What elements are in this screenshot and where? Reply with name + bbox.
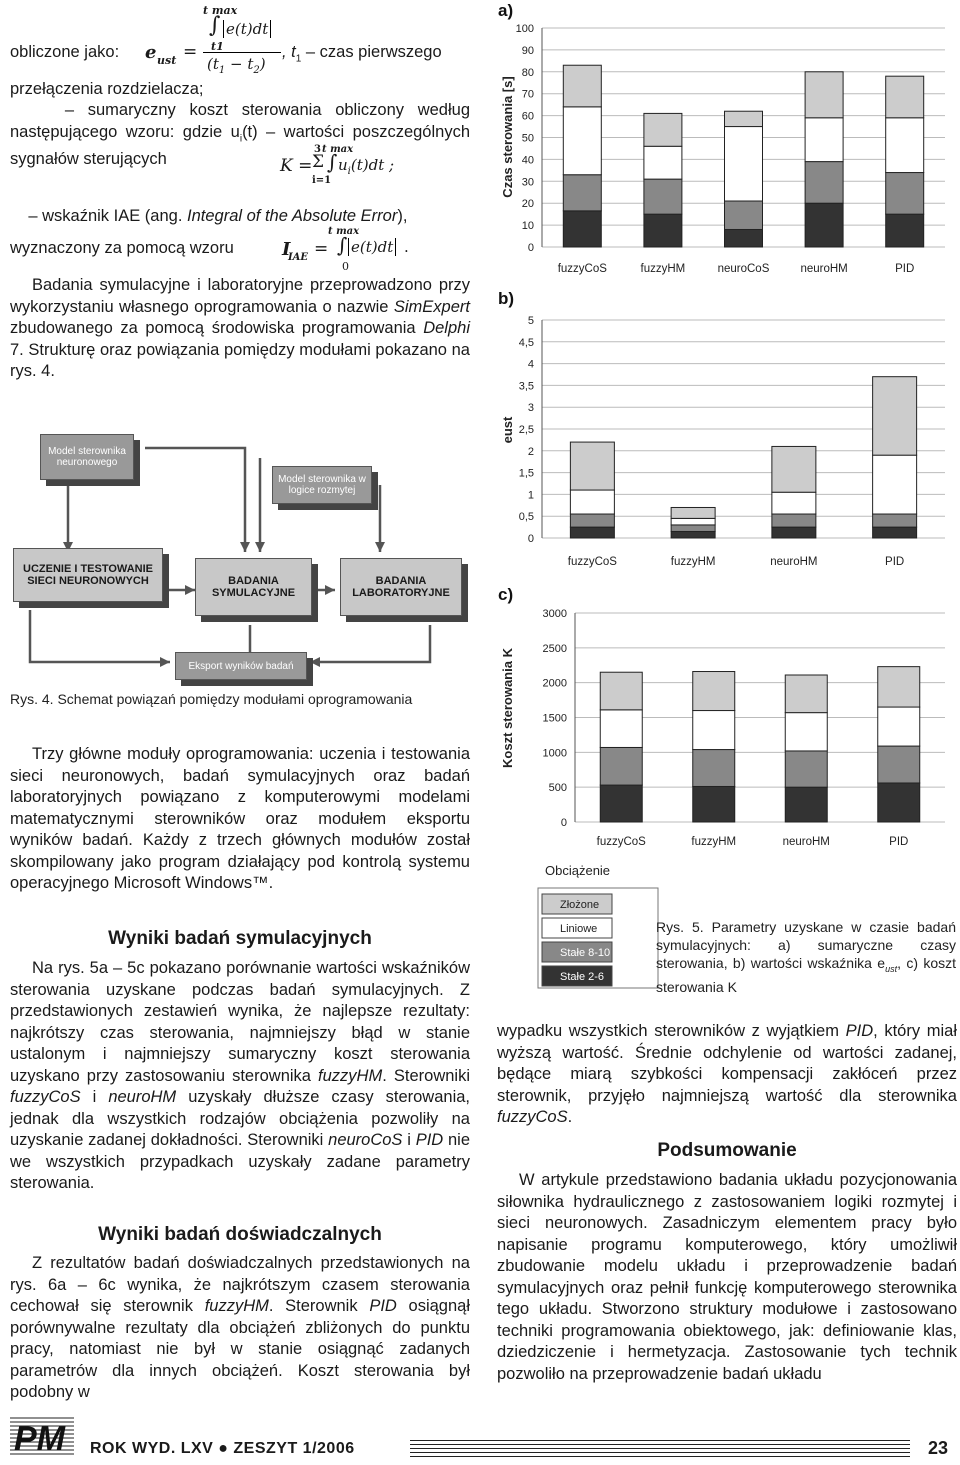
chart-b-bar-segment — [570, 490, 614, 514]
chart-c-bar-segment — [878, 746, 920, 783]
sigma-sign: Σ — [312, 152, 325, 172]
chart-b-bar-segment — [671, 525, 715, 532]
chart-a-bar-segment — [563, 65, 601, 107]
formula-intro: obliczone jako: — [10, 43, 120, 61]
chart-c-bar-segment — [878, 783, 920, 822]
chart-c-y-tick-label: 2000 — [542, 677, 567, 690]
chart-c-bar-segment — [785, 787, 827, 822]
chart-a-y-tick-label: 70 — [521, 88, 534, 101]
paragraph-simexpert: Badania symulacyjne i laboratoryjne przeprowadzono przy wykorzystaniu własnego oprogramowania o nazwie SimExpert zbudowanego za pomocą środowiska programowania Delphi 7. Strukturę oraz powiązania pomiędzy modułami pokazano na rys. 4. — [10, 276, 470, 380]
chart-a-bar-segment — [805, 203, 843, 247]
footer-rules — [410, 1438, 910, 1458]
t1-definition: , $t_1$ – czas pierwszego — [282, 43, 442, 65]
chart-b-y-tick-label: 4,5 — [518, 336, 534, 349]
iae-integrand: e(t)dt — [348, 238, 396, 256]
svg-text:PM: PM — [14, 1420, 65, 1458]
chart-c-bar-segment — [693, 711, 735, 750]
eust-lhs-sub: ust — [157, 54, 177, 67]
k-integrand: $u_i(t)dt$ ; — [338, 156, 395, 177]
paragraph-koszt: wypadku wszystkich sterowników z wyjątkiem PID, który miał wyższą wartość. Średnie odchylenie od wartości zadanej, będące miarą szybkości kompensacji zakłóceń przez sterownik, przyjęło najmniejszą wartość dla sterownika fuzzyCoS. — [497, 1022, 957, 1126]
chart-b-category-label: fuzzyHM — [670, 556, 716, 568]
fraction-bar — [203, 52, 281, 53]
chart-c-y-tick-label: 2500 — [542, 642, 567, 655]
figure-5-charts — [490, 0, 960, 1010]
chart-b-bar-segment — [873, 455, 917, 514]
figure-5-caption: Rys. 5. Parametry uzyskane w czasie badań symulacyjnych: a) sumaryczne czasy sterowania, b) wartości wskaźnika $e_{ust}$, c) koszt sterowania K — [656, 919, 957, 995]
chart-c-bar-segment — [600, 710, 642, 748]
chart-b-category-label: neuroHM — [770, 556, 818, 568]
chart-b-y-tick-label: 1,5 — [518, 467, 534, 480]
k-sum-bottom: i=1 — [312, 175, 332, 186]
iae-lhs-sub: IAE — [288, 252, 309, 263]
integral-sign: ∫ — [209, 13, 221, 38]
chart-a-category-label: PID — [895, 263, 915, 275]
iae-lhs: I — [282, 239, 291, 260]
chart-c-bar-segment — [878, 667, 920, 707]
connector-laboratorium-eksport — [310, 625, 430, 662]
chart-b-y-tick-label: 5 — [527, 315, 534, 327]
connector-neuro-symulacja — [145, 448, 245, 552]
chart-b-y-axis-label: eust — [500, 416, 515, 444]
chart-a-y-tick-label: 60 — [521, 110, 534, 123]
chart-a-category-label: neuroHM — [800, 263, 848, 275]
eust-lhs: e — [145, 42, 157, 63]
chart-a-bar-segment — [563, 211, 601, 247]
chart-b-bar-segment — [772, 514, 816, 527]
paragraph-doswiadczalne: Z rezultatów badań doświadczalnych przedstawionych na rys. 6a – 6c wynika, że najkrótszym czasem sterowania cechował się sterownik fuzzyHM. Sterownik PID osiągnął porównywalne rezultaty dla obciążeń zbliżonych do punktu pracy, natomiast nie był w stanie osiągnąć zadanych parametrów dla innych obciążeń. Koszt sterowania był podobny w — [10, 1254, 470, 1401]
chart-a-category-label: fuzzyCoS — [557, 263, 607, 275]
chart-a-y-tick-label: 30 — [521, 176, 534, 189]
chart-a-panel-label: a) — [498, 1, 514, 20]
box-eksport: Eksport wyników badań — [175, 652, 307, 680]
chart-c-y-tick-label: 0 — [560, 817, 567, 829]
chart-a-bar-segment — [725, 111, 763, 126]
chart-c-bar-segment — [785, 675, 827, 713]
chart-c-bar-segment — [600, 747, 642, 785]
chart-c-y-tick-label: 1500 — [542, 712, 567, 725]
chart-a-bar-segment — [725, 127, 763, 201]
chart-a-y-axis-label: Czas sterowania [s] — [500, 76, 515, 198]
chart-c-y-tick-label: 500 — [548, 782, 567, 795]
chart-b-bar-segment — [873, 527, 917, 538]
chart-c-legend-title: Obciążenie — [545, 863, 611, 878]
chart-c-legend-label: Stałe 2-6 — [560, 971, 605, 983]
k-int-top: t max — [322, 144, 354, 155]
bullet-koszt: – sumaryczny koszt sterowania obliczony według następującego wzoru: gdzie $u_i(t)$ – wartości poszczególnych sygnałów sterujących — [10, 101, 470, 169]
chart-c-bar-segment — [785, 713, 827, 751]
chart-b-bar-segment — [671, 518, 715, 525]
chart-a-category-label: fuzzyHM — [640, 263, 686, 275]
chart-a-bar-segment — [805, 72, 843, 118]
chart-b-bar-segment — [570, 442, 614, 490]
chart-b-panel-label: b) — [498, 289, 515, 308]
chart-a-y-tick-label: 0 — [527, 242, 534, 254]
chart-a-bar-segment — [644, 214, 682, 247]
k-lhs: K = — [280, 156, 313, 176]
chart-a-y-tick-label: 80 — [521, 66, 534, 79]
chart-c-bar-segment — [600, 785, 642, 822]
iae-lower: 0 — [342, 260, 349, 273]
chart-c-category-label: PID — [889, 836, 909, 848]
chart-b-bar-segment — [772, 492, 816, 514]
chart-c-category-label: fuzzyHM — [691, 836, 737, 848]
iae-end: . — [404, 238, 409, 256]
chart-c-bar-segment — [693, 672, 735, 711]
chart-a-bar-segment — [725, 229, 763, 247]
eust-upper-limit: t max — [203, 4, 238, 17]
chart-b-y-tick-label: 0 — [527, 533, 534, 545]
figure-4-diagram — [10, 420, 480, 680]
paragraph-podsumowanie: W artykule przedstawiono badania układu pozycjonowania siłownika hydraulicznego z zastosowaniem logiki rozmytej i sieci neuronowych. Zasadniczym elementem pracy było napisanie programu komputerowego, który umożliwił zbudowanie modelu układu i przeprowadzenie badań symulacyjnych oraz pełnił funkcję komputerowego sterownika tego układu. Stworzono struktury modułowe i zastosowano techniki programowania obiektowego, jak: definiowanie klas, dziedziczenie i hermetyzacja. Zastosowanie tych technik pozwoliło na przeprowadzenie badań układu — [497, 1171, 957, 1383]
chart-a-bar-segment — [725, 201, 763, 229]
journal-logo — [6, 1412, 78, 1460]
chart-a-bar-segment — [563, 175, 601, 211]
chart-a-bar-segment — [805, 162, 843, 204]
eust-eq: = — [183, 42, 198, 62]
chart-a-y-tick-label: 100 — [515, 23, 534, 35]
connector-uczenie-eksport — [30, 610, 170, 662]
chart-a-bar-segment — [886, 118, 924, 173]
chart-a-y-tick-label: 90 — [521, 44, 534, 57]
chart-a-bar-segment — [886, 173, 924, 215]
chart-a-y-tick-label: 20 — [521, 198, 534, 211]
wyznaczony-text: wyznaczony za pomocą wzoru — [10, 239, 234, 257]
chart-a-bar-segment — [886, 214, 924, 247]
chart-c-legend-label: Złożone — [560, 899, 600, 911]
chart-b-y-tick-label: 3 — [527, 402, 534, 415]
chart-a-y-tick-label: 50 — [521, 132, 534, 145]
chart-c-panel-label: c) — [498, 585, 514, 604]
heading-doswiadczalne: Wyniki badań doświadczalnych — [98, 1224, 382, 1245]
iae-upper: t max — [328, 226, 360, 237]
chart-b-y-tick-label: 1 — [527, 489, 534, 502]
chart-b-y-tick-label: 0,5 — [518, 511, 534, 524]
box-laboratoryjne: BADANIA LABORATORYJNE — [340, 558, 462, 616]
chart-a-bar-segment — [644, 179, 682, 214]
chart-a-bar-segment — [886, 76, 924, 118]
chart-b-category-label: fuzzyCoS — [567, 556, 617, 568]
chart-b-bar-segment — [570, 514, 614, 527]
chart-a-bar-segment — [805, 118, 843, 162]
chart-c-y-tick-label: 3000 — [542, 608, 567, 620]
heading-podsumowanie: Podsumowanie — [657, 1140, 797, 1161]
paragraph-symulacyjne: Na rys. 5a – 5c pokazano porównanie wartości wskaźników sterowania uzyskane podczas badań symulacyjnych. Z przedstawionych zestawień wynika, że najlepsze rezultaty: najkrótszy czas sterowania, najmniejszy błąd w stanie ustalonym i najmniejszy sumaryczny koszt sterowania uzyskano przy zastosowaniu sterownika fuzzyHM. Sterowniki fuzzyCoS i neuroHM uzyskały dłuższe czasy sterowania, jednak dla wszystkich rodzajów obciążenia pozwoliły na uzyskanie zadanej dokładności. Sterowniki neuroCoS i PID nie we wszystkich przypadkach uzyskały zadane parametry sterowania. — [10, 959, 471, 1192]
paragraph-modules: Trzy główne moduły oprogramowania: uczenia i testowania sieci neuronowych, badań symulacyjnych oraz badań laboratoryjnych powiązano z komputerowymi modelami matematycznymi sterowników oraz modułem eksportu wyników badań. Każdy z trzech głównych modułów został skompilowany jako program działający pod kontrolą systemu operacyjnego Microsoft Windows™. — [10, 745, 470, 892]
chart-c-y-axis-label: Koszt sterowania K — [500, 648, 515, 768]
chart-b-category-label: PID — [885, 556, 905, 568]
chart-b-bar-segment — [772, 527, 816, 538]
chart-c-bar-segment — [878, 707, 920, 746]
page-number: 23 — [928, 1438, 949, 1458]
chart-b-y-tick-label: 4 — [527, 358, 534, 371]
eust-integrand: e(t)dt — [223, 20, 271, 38]
chart-c-category-label: neuroHM — [782, 836, 830, 848]
box-uczenie: UCZENIE I TESTOWANIE SIECI NEURONOWYCH — [13, 548, 163, 602]
chart-b-bar-segment — [873, 514, 917, 527]
box-neuro-model: Model sterownika neuronowego — [40, 434, 134, 480]
chart-b-y-tick-label: 2 — [527, 445, 534, 458]
chart-c-bar-segment — [600, 672, 642, 710]
chart-c-category-label: fuzzyCoS — [596, 836, 646, 848]
chart-c-legend-label: Liniowe — [560, 923, 598, 935]
box-symulacyjne: BADANIA SYMULACYJNE — [195, 558, 312, 616]
heading-symulacyjne: Wyniki badań symulacyjnych — [108, 928, 372, 949]
chart-a-bar-segment — [644, 146, 682, 179]
pm-logo-icon — [6, 1412, 78, 1460]
chart-a-bar-segment — [644, 113, 682, 146]
integral-sign-k: ∫ — [327, 150, 338, 174]
chart-c-y-tick-label: 1000 — [542, 747, 567, 760]
chart-a-y-tick-label: 10 — [521, 220, 534, 233]
iae-eq: = — [314, 239, 329, 259]
journal-issue: ROK WYD. LXV ● ZESZYT 1/2006 — [90, 1440, 355, 1457]
chart-c-bar-segment — [693, 786, 735, 822]
przelaczenia-line: przełączenia rozdzielacza; — [10, 80, 204, 98]
chart-b-bar-segment — [873, 377, 917, 455]
chart-a-y-tick-label: 40 — [521, 154, 534, 167]
chart-b-bar-segment — [570, 527, 614, 538]
chart-b-y-tick-label: 2,5 — [518, 424, 534, 436]
chart-a-category-label: neuroCoS — [717, 263, 770, 275]
chart-b-bar-segment — [671, 507, 715, 518]
formula-eust — [145, 4, 285, 82]
chart-b-y-tick-label: 3,5 — [518, 380, 534, 393]
eust-lower-limit: t1 — [211, 40, 224, 53]
chart-c-legend-label: Stałe 8-10 — [560, 947, 611, 959]
chart-c-bar-segment — [693, 750, 735, 787]
chart-c-bar-segment — [785, 751, 827, 787]
integral-sign-iae: ∫ — [337, 233, 348, 257]
formula-iae — [282, 226, 442, 272]
eust-denominator: $(t_1 - t_2)$ — [207, 55, 266, 76]
chart-b-bar-segment — [671, 531, 715, 538]
k-sum-top: 3 — [314, 144, 321, 155]
formula-k — [280, 144, 430, 188]
bullet-iae: – wskaźnik IAE (ang. Integral of the Absolute Error), — [28, 207, 408, 225]
chart-b-bar-segment — [772, 446, 816, 492]
chart-a-bar-segment — [563, 107, 601, 175]
figure-4-caption: Rys. 4. Schemat powiązań pomiędzy modułami oprogramowania — [10, 691, 413, 707]
box-fuzzy-model: Model sterownika w logice rozmytej — [272, 466, 372, 504]
